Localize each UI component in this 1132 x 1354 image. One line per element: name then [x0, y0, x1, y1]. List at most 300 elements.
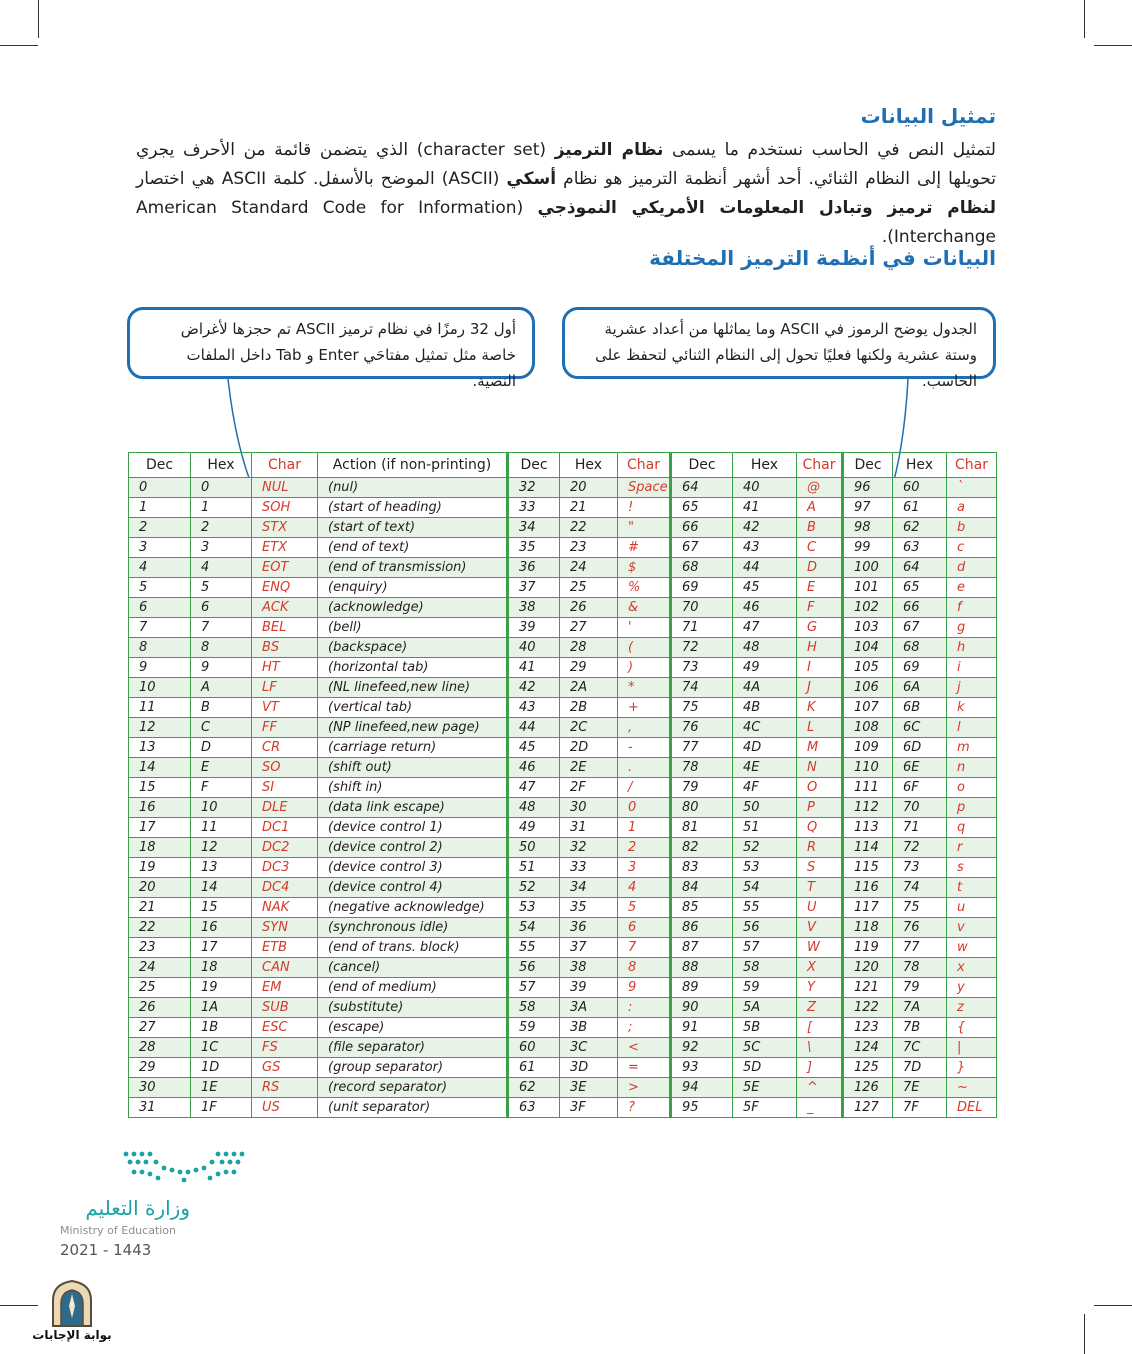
table-cell: u — [947, 898, 997, 918]
table-cell: 92 — [671, 1038, 733, 1058]
table-row — [129, 918, 997, 938]
table-cell: 9 — [129, 658, 191, 678]
table-cell: 4D — [733, 738, 797, 758]
table-cell: 112 — [843, 798, 893, 818]
table-cell: (substitute) — [318, 998, 508, 1018]
table-cell: 2 — [618, 838, 671, 858]
table-cell: 20 — [129, 878, 191, 898]
table-cell: 76 — [893, 918, 947, 938]
table-cell: 31 — [129, 1098, 191, 1118]
table-cell: BEL — [252, 618, 318, 638]
table-cell: 6E — [893, 758, 947, 778]
table-cell: 43 — [508, 698, 560, 718]
table-cell: (device control 4) — [318, 878, 508, 898]
table-row — [129, 718, 997, 738]
table-cell: 48 — [508, 798, 560, 818]
table-cell: = — [618, 1058, 671, 1078]
table-cell: (vertical tab) — [318, 698, 508, 718]
table-cell: (cancel) — [318, 958, 508, 978]
table-cell: (escape) — [318, 1018, 508, 1038]
table-cell: | — [947, 1038, 997, 1058]
para-text: (character set) الذي يتضمن قائمة من الأحرف يجري تحويلها إلى النظام الثنائي. أحد أشهر أنظمة الترميز هو نظام — [136, 140, 997, 189]
table-cell: t — [947, 878, 997, 898]
table-cell: 3C — [560, 1038, 618, 1058]
table-cell: (end of transmission) — [318, 558, 508, 578]
table-cell: 7 — [618, 938, 671, 958]
table-cell: 84 — [671, 878, 733, 898]
table-cell: b — [947, 518, 997, 538]
table-cell: (backspace) — [318, 638, 508, 658]
table-cell: + — [618, 698, 671, 718]
table-row — [129, 858, 997, 878]
table-row — [129, 878, 997, 898]
table-cell: 14 — [191, 878, 252, 898]
crop-mark — [1084, 1314, 1085, 1354]
table-cell: 75 — [671, 698, 733, 718]
table-cell: 40 — [508, 638, 560, 658]
table-row — [129, 1018, 997, 1038]
table-cell: 6A — [893, 678, 947, 698]
table-cell: (end of trans. block) — [318, 938, 508, 958]
table-cell: 3 — [129, 538, 191, 558]
table-cell: (record separator) — [318, 1078, 508, 1098]
table-cell: VT — [252, 698, 318, 718]
table-cell: 4A — [733, 678, 797, 698]
table-cell: ] — [797, 1058, 843, 1078]
table-cell: 6 — [618, 918, 671, 938]
table-cell: 5C — [733, 1038, 797, 1058]
table-cell: } — [947, 1058, 997, 1078]
table-cell: 35 — [508, 538, 560, 558]
table-cell: p — [947, 798, 997, 818]
table-row — [129, 558, 997, 578]
table-cell: F — [191, 778, 252, 798]
column-header: Hex — [893, 453, 947, 478]
table-cell: 75 — [893, 898, 947, 918]
table-cell: 95 — [671, 1098, 733, 1118]
para-bold: نظام الترميز — [554, 140, 664, 160]
table-cell: ^ — [797, 1078, 843, 1098]
table-cell: 24 — [560, 558, 618, 578]
table-cell: 1C — [191, 1038, 252, 1058]
table-row — [129, 978, 997, 998]
table-cell: 64 — [893, 558, 947, 578]
table-cell: 8 — [129, 638, 191, 658]
table-cell: (group separator) — [318, 1058, 508, 1078]
table-cell: 1E — [191, 1078, 252, 1098]
table-cell: 63 — [508, 1098, 560, 1118]
table-cell: 59 — [508, 1018, 560, 1038]
table-cell: 110 — [843, 758, 893, 778]
table-row — [129, 738, 997, 758]
column-header: Char — [252, 453, 318, 478]
table-cell: 2F — [560, 778, 618, 798]
table-cell: 44 — [733, 558, 797, 578]
table-cell: 99 — [843, 538, 893, 558]
table-cell: 69 — [671, 578, 733, 598]
table-cell: l — [947, 718, 997, 738]
table-cell: A — [191, 678, 252, 698]
table-row — [129, 698, 997, 718]
table-cell: v — [947, 918, 997, 938]
table-cell: 71 — [671, 618, 733, 638]
table-cell: ETB — [252, 938, 318, 958]
table-cell: (file separator) — [318, 1038, 508, 1058]
callout-pointer-right — [0, 0, 1132, 520]
table-cell: 117 — [843, 898, 893, 918]
table-cell: 123 — [843, 1018, 893, 1038]
table-cell: 1 — [618, 818, 671, 838]
table-cell: 3 — [618, 858, 671, 878]
table-cell: s — [947, 858, 997, 878]
table-cell: n — [947, 758, 997, 778]
table-header-row — [129, 453, 997, 478]
table-cell: 5F — [733, 1098, 797, 1118]
table-cell: 7 — [129, 618, 191, 638]
table-row — [129, 818, 997, 838]
table-cell: 54 — [508, 918, 560, 938]
table-cell: 51 — [508, 858, 560, 878]
table-cell: 109 — [843, 738, 893, 758]
ministry-dots-icon — [122, 1148, 246, 1188]
column-header: Dec — [129, 453, 191, 478]
table-cell: 73 — [893, 858, 947, 878]
table-cell: 6D — [893, 738, 947, 758]
table-cell: DEL — [947, 1098, 997, 1118]
table-cell: 50 — [733, 798, 797, 818]
table-row — [129, 1058, 997, 1078]
table-cell: 80 — [671, 798, 733, 818]
table-cell: 4C — [733, 718, 797, 738]
table-cell: 25 — [129, 978, 191, 998]
table-cell: (end of medium) — [318, 978, 508, 998]
table-cell: 45 — [733, 578, 797, 598]
table-cell: 27 — [560, 618, 618, 638]
table-cell: V — [797, 918, 843, 938]
table-cell: 39 — [560, 978, 618, 998]
table-cell: 72 — [671, 638, 733, 658]
table-cell: 74 — [893, 878, 947, 898]
column-header: Hex — [191, 453, 252, 478]
table-cell: 1 — [191, 498, 252, 518]
table-cell: 42 — [733, 518, 797, 538]
table-cell: 12 — [191, 838, 252, 858]
table-cell: 45 — [508, 738, 560, 758]
table-cell: EOT — [252, 558, 318, 578]
table-cell: (unit separator) — [318, 1098, 508, 1118]
table-cell: 43 — [733, 538, 797, 558]
table-cell: 2 — [129, 518, 191, 538]
table-cell: J — [797, 678, 843, 698]
table-cell: 1D — [191, 1058, 252, 1078]
table-cell: 60 — [508, 1038, 560, 1058]
column-header: Dec — [508, 453, 560, 478]
table-cell: D — [797, 558, 843, 578]
table-row — [129, 1078, 997, 1098]
table-cell: 11 — [129, 698, 191, 718]
table-cell: 16 — [191, 918, 252, 938]
table-cell: 127 — [843, 1098, 893, 1118]
table-cell: 3E — [560, 1078, 618, 1098]
table-cell: 3D — [560, 1058, 618, 1078]
table-cell: 44 — [508, 718, 560, 738]
table-cell: 76 — [671, 718, 733, 738]
table-cell: 111 — [843, 778, 893, 798]
table-cell: 19 — [129, 858, 191, 878]
table-cell: - — [618, 738, 671, 758]
table-cell: SYN — [252, 918, 318, 938]
table-cell: (nul) — [318, 478, 508, 498]
table-cell: SOH — [252, 498, 318, 518]
table-cell: 32 — [508, 478, 560, 498]
table-cell: SUB — [252, 998, 318, 1018]
table-cell: 78 — [893, 958, 947, 978]
table-cell: 79 — [671, 778, 733, 798]
table-cell: B — [191, 698, 252, 718]
table-cell: 27 — [129, 1018, 191, 1038]
table-cell: 5B — [733, 1018, 797, 1038]
ministry-name-arabic: وزارة التعليم — [85, 1196, 190, 1220]
table-cell: . — [618, 758, 671, 778]
table-cell: 94 — [671, 1078, 733, 1098]
para-text: (American Standard Code for Information Interchange). — [136, 198, 996, 247]
table-cell: 82 — [671, 838, 733, 858]
table-cell: 53 — [733, 858, 797, 878]
table-cell: 4E — [733, 758, 797, 778]
table-cell: d — [947, 558, 997, 578]
table-cell: $ — [618, 558, 671, 578]
table-cell: 2 — [191, 518, 252, 538]
table-row — [129, 838, 997, 858]
column-header: Char — [947, 453, 997, 478]
table-cell: 73 — [671, 658, 733, 678]
table-cell: 57 — [733, 938, 797, 958]
table-cell: (horizontal tab) — [318, 658, 508, 678]
table-cell: 18 — [191, 958, 252, 978]
table-cell: RS — [252, 1078, 318, 1098]
table-row — [129, 758, 997, 778]
table-cell: o — [947, 778, 997, 798]
table-cell: 37 — [508, 578, 560, 598]
table-cell: i — [947, 658, 997, 678]
table-cell: (data link escape) — [318, 798, 508, 818]
table-cell: 28 — [129, 1038, 191, 1058]
table-cell: 16 — [129, 798, 191, 818]
edition-year: 2021 - 1443 — [60, 1241, 152, 1259]
table-cell: 118 — [843, 918, 893, 938]
table-cell: q — [947, 818, 997, 838]
table-cell: 70 — [671, 598, 733, 618]
table-cell: H — [797, 638, 843, 658]
table-row — [129, 578, 997, 598]
table-cell: r — [947, 838, 997, 858]
table-cell: 64 — [671, 478, 733, 498]
table-cell: 5 — [618, 898, 671, 918]
table-cell: 69 — [893, 658, 947, 678]
table-cell: 52 — [733, 838, 797, 858]
table-cell: N — [797, 758, 843, 778]
table-cell: 36 — [508, 558, 560, 578]
table-cell: w — [947, 938, 997, 958]
table-cell: (end of text) — [318, 538, 508, 558]
table-cell: 96 — [843, 478, 893, 498]
section-title-data-representation: تمثيل البيانات — [860, 104, 996, 128]
table-cell: 93 — [671, 1058, 733, 1078]
table-cell: 0 — [129, 478, 191, 498]
para-text: لتمثيل النص في الحاسب نستخدم ما يسمى — [663, 140, 996, 160]
table-row — [129, 1038, 997, 1058]
table-cell: 7C — [893, 1038, 947, 1058]
table-cell: ETX — [252, 538, 318, 558]
table-cell: 101 — [843, 578, 893, 598]
table-cell: E — [191, 758, 252, 778]
table-cell: 35 — [560, 898, 618, 918]
table-cell: 49 — [508, 818, 560, 838]
table-cell: 9 — [191, 658, 252, 678]
table-cell: 32 — [560, 838, 618, 858]
table-cell: 13 — [129, 738, 191, 758]
table-cell: < — [618, 1038, 671, 1058]
table-row — [129, 958, 997, 978]
table-cell: 40 — [733, 478, 797, 498]
table-cell: 55 — [733, 898, 797, 918]
table-cell: 20 — [560, 478, 618, 498]
table-row — [129, 518, 997, 538]
table-cell: U — [797, 898, 843, 918]
table-cell: 2E — [560, 758, 618, 778]
portal-watermark — [22, 1278, 122, 1348]
table-cell: 33 — [560, 858, 618, 878]
table-cell: 14 — [129, 758, 191, 778]
table-cell: L — [797, 718, 843, 738]
table-cell: 7E — [893, 1078, 947, 1098]
table-cell: 3F — [560, 1098, 618, 1118]
table-cell: 86 — [671, 918, 733, 938]
table-cell: 1A — [191, 998, 252, 1018]
table-cell: 81 — [671, 818, 733, 838]
table-cell: C — [191, 718, 252, 738]
table-cell: 108 — [843, 718, 893, 738]
table-row — [129, 678, 997, 698]
table-cell: 38 — [508, 598, 560, 618]
table-cell: > — [618, 1078, 671, 1098]
table-cell: 21 — [560, 498, 618, 518]
table-cell: 21 — [129, 898, 191, 918]
table-cell: ESC — [252, 1018, 318, 1038]
table-cell: Q — [797, 818, 843, 838]
table-cell: 106 — [843, 678, 893, 698]
table-cell: CAN — [252, 958, 318, 978]
table-cell: (device control 1) — [318, 818, 508, 838]
table-cell: 15 — [191, 898, 252, 918]
para-bold: أسكي — [506, 169, 557, 189]
table-cell: (carriage return) — [318, 738, 508, 758]
table-cell: 61 — [508, 1058, 560, 1078]
table-cell: * — [618, 678, 671, 698]
table-cell: 102 — [843, 598, 893, 618]
table-cell: 77 — [893, 938, 947, 958]
table-cell: 5 — [129, 578, 191, 598]
table-cell: A — [797, 498, 843, 518]
table-cell: 22 — [560, 518, 618, 538]
table-cell: SO — [252, 758, 318, 778]
table-cell: 5E — [733, 1078, 797, 1098]
table-cell: 103 — [843, 618, 893, 638]
table-cell: 28 — [560, 638, 618, 658]
table-cell: 6F — [893, 778, 947, 798]
table-cell: % — [618, 578, 671, 598]
table-cell: { — [947, 1018, 997, 1038]
table-cell: 33 — [508, 498, 560, 518]
table-cell: S — [797, 858, 843, 878]
table-cell: 15 — [129, 778, 191, 798]
table-cell: 67 — [671, 538, 733, 558]
table-cell: 10 — [129, 678, 191, 698]
table-cell: T — [797, 878, 843, 898]
table-cell: 104 — [843, 638, 893, 658]
table-cell: BS — [252, 638, 318, 658]
table-cell: ? — [618, 1098, 671, 1118]
table-cell: (bell) — [318, 618, 508, 638]
table-cell: 30 — [560, 798, 618, 818]
table-cell: K — [797, 698, 843, 718]
table-cell: 46 — [508, 758, 560, 778]
table-cell: a — [947, 498, 997, 518]
table-cell: EM — [252, 978, 318, 998]
table-cell: ! — [618, 498, 671, 518]
table-cell: NUL — [252, 478, 318, 498]
table-cell: 122 — [843, 998, 893, 1018]
table-cell: (shift in) — [318, 778, 508, 798]
table-row — [129, 538, 997, 558]
table-cell: 7 — [191, 618, 252, 638]
table-cell: Space — [618, 478, 671, 498]
table-row — [129, 998, 997, 1018]
table-cell: 54 — [733, 878, 797, 898]
table-cell: 1B — [191, 1018, 252, 1038]
table-cell: FF — [252, 718, 318, 738]
table-cell: 0 — [618, 798, 671, 818]
table-cell: 59 — [733, 978, 797, 998]
table-cell: ` — [947, 478, 997, 498]
table-cell: 119 — [843, 938, 893, 958]
table-cell: US — [252, 1098, 318, 1118]
table-cell: 17 — [129, 818, 191, 838]
table-cell: SI — [252, 778, 318, 798]
table-cell: [ — [797, 1018, 843, 1038]
table-row — [129, 778, 997, 798]
table-cell: R — [797, 838, 843, 858]
table-cell: 25 — [560, 578, 618, 598]
table-cell: 90 — [671, 998, 733, 1018]
table-cell: 13 — [191, 858, 252, 878]
ministry-logo — [60, 1140, 250, 1270]
table-cell: 62 — [893, 518, 947, 538]
table-cell: y — [947, 978, 997, 998]
table-cell: m — [947, 738, 997, 758]
table-cell: h — [947, 638, 997, 658]
table-cell: ( — [618, 638, 671, 658]
table-cell: " — [618, 518, 671, 538]
table-cell: 8 — [191, 638, 252, 658]
table-cell: 62 — [508, 1078, 560, 1098]
table-cell: 4 — [618, 878, 671, 898]
table-cell: 71 — [893, 818, 947, 838]
table-cell: 66 — [671, 518, 733, 538]
table-cell: 18 — [129, 838, 191, 858]
table-cell: C — [797, 538, 843, 558]
table-cell: X — [797, 958, 843, 978]
